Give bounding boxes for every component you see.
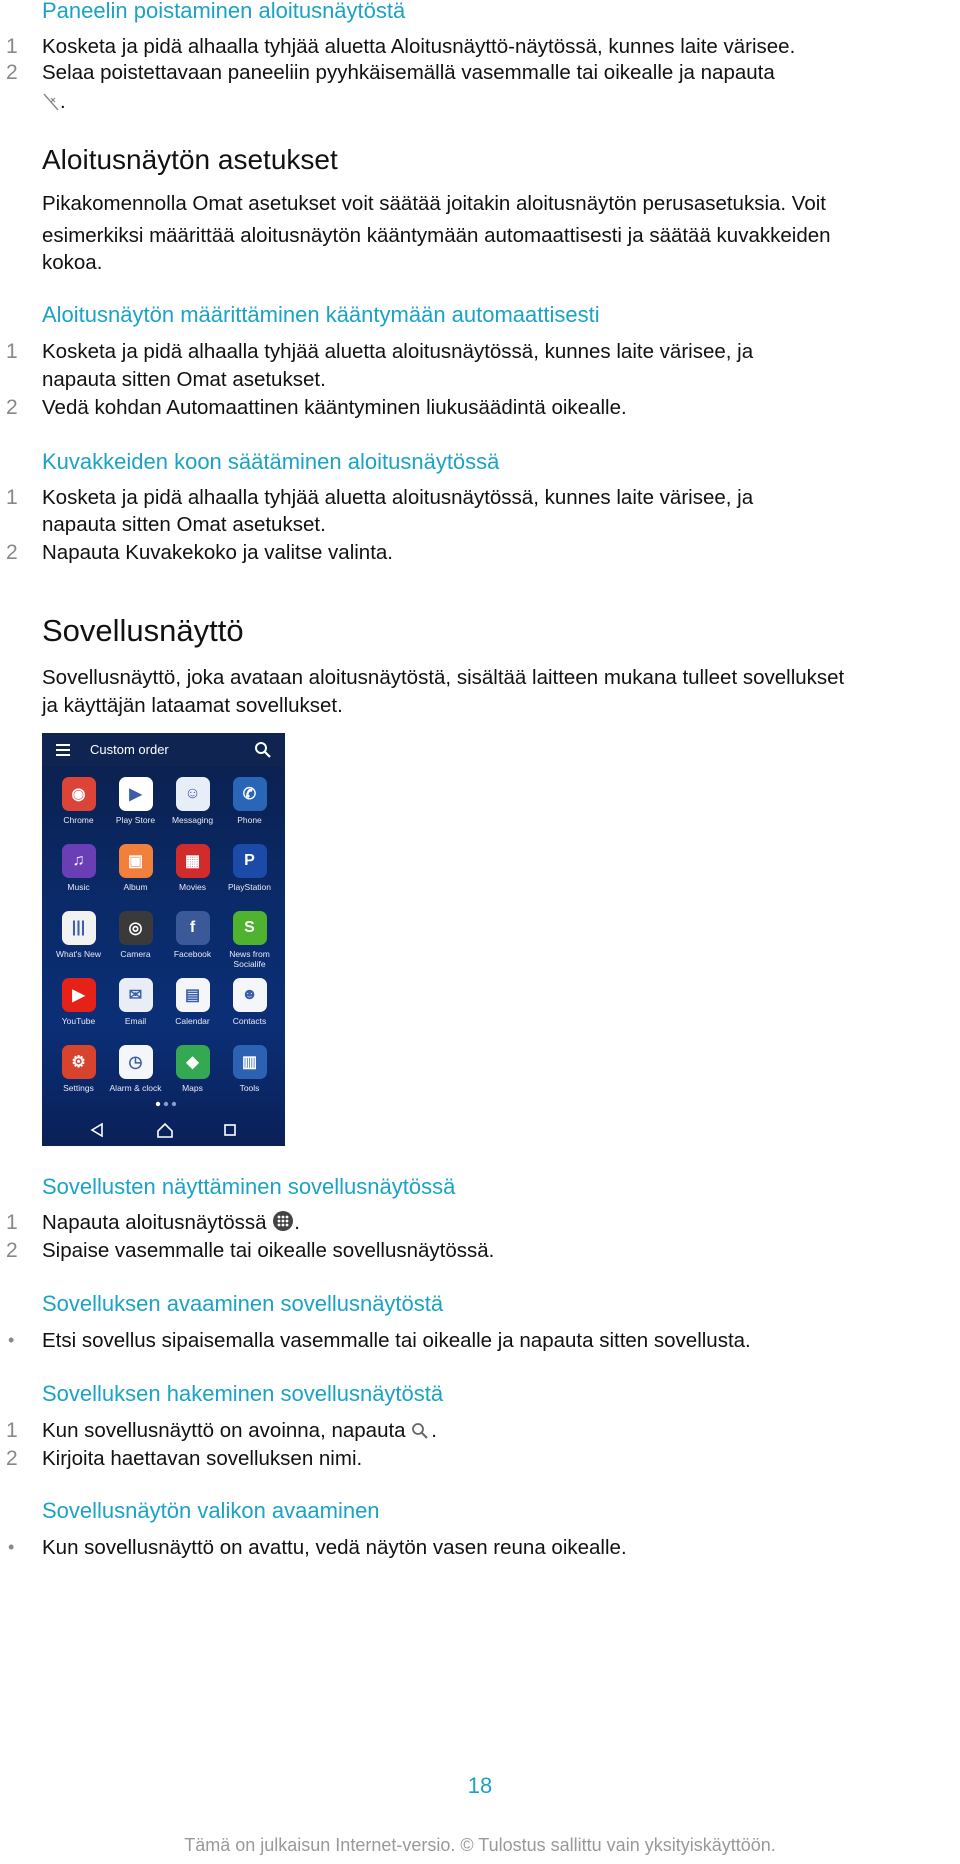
section-heading-remove-panel: Paneelin poistaminen aloitusnäytöstä [42, 0, 406, 23]
text: Kun sovellusnäyttö on avoinna, napauta [42, 1419, 412, 1442]
section-heading-open-app: Sovelluksen avaaminen sovellusnäytöstä [42, 1291, 444, 1316]
ui-term: Kuvakekoko [125, 541, 237, 564]
app-icon: ◆ [176, 1045, 210, 1079]
app-label: Email [124, 1016, 147, 1026]
app-label: Alarm & clock [109, 1083, 162, 1093]
step-text [42, 539, 954, 567]
text: voit säätää joitakin aloitusnäytön perusasetuksia. Voit [335, 192, 827, 215]
text: napauta sitten [42, 513, 177, 536]
app-label: What's New [55, 949, 102, 959]
app-label: Play Store [115, 815, 156, 825]
ui-term: Omat asetukset [176, 513, 321, 536]
step-number: 1 [6, 340, 18, 363]
step-text [42, 1209, 954, 1237]
app-icon: ✆ [233, 777, 267, 811]
step-text: Kirjoita haettavan sovelluksen nimi. [42, 1447, 363, 1470]
section-heading-app-screen: Sovellusnäyttö [42, 613, 244, 648]
recents-icon [225, 1125, 235, 1135]
ui-term: Omat asetukset [192, 192, 336, 215]
page-number: 18 [467, 1773, 493, 1798]
app-tile [221, 978, 278, 1044]
step-number: 1 [6, 1211, 18, 1234]
section-heading-home-settings: Aloitusnäytön asetukset [42, 144, 338, 175]
text: napauta sitten [42, 368, 177, 391]
app-tile [107, 844, 164, 910]
app-label: Album [123, 882, 148, 892]
app-icon: ☻ [233, 978, 267, 1012]
step-number: 1 [6, 1419, 18, 1442]
section-heading-show-apps: Sovellusten näyttäminen sovellusnäytössä [42, 1174, 456, 1199]
app-icon: ▦ [176, 844, 210, 878]
step-text: Kun sovellusnäyttö on avattu, vedä näytön vasen reuna oikealle. [42, 1536, 627, 1559]
paragraph-line: kokoa. [42, 251, 103, 274]
app-label: Chrome [63, 815, 94, 825]
app-screen-icon [272, 1210, 294, 1232]
app-icon: ▶ [62, 978, 96, 1012]
back-icon [92, 1124, 102, 1136]
app-tile [221, 1045, 278, 1111]
app-icon: ||| [62, 911, 96, 945]
step-number: 2 [6, 1447, 18, 1470]
text: . [320, 513, 326, 536]
step-number: 2 [6, 1239, 18, 1262]
page-dots [154, 1101, 178, 1107]
ui-term: Omat asetukset [176, 368, 321, 391]
text: . [431, 1419, 437, 1442]
app-tile [164, 978, 221, 1044]
app-label: Phone [237, 815, 262, 825]
app-label: Camera [120, 949, 151, 959]
app-tile [221, 844, 278, 910]
app-tile [164, 777, 221, 843]
step-number: 2 [6, 61, 18, 84]
text: . [294, 1211, 300, 1234]
step-text: Selaa poistettavaan paneeliin pyyhkäisemällä vasemmalle tai oikealle ja napauta [42, 61, 775, 84]
phone-nav-bar [42, 1115, 285, 1146]
app-tile [50, 1045, 107, 1111]
step-text: Etsi sovellus sipaisemalla vasemmalle tai oikealle ja napauta sitten sovellusta. [42, 1329, 751, 1352]
step-text: Kosketa ja pidä alhaalla tyhjää aluetta aloitusnäytössä, kunnes laite värisee, ja [42, 340, 754, 363]
search-icon [254, 741, 272, 759]
app-tile [107, 777, 164, 843]
app-icon: ▤ [176, 978, 210, 1012]
app-icon: ▶ [119, 777, 153, 811]
step-text [42, 511, 954, 539]
text: liukusäädintä oikealle. [420, 396, 627, 419]
step-number: 2 [6, 541, 18, 564]
app-icon: ☺ [176, 777, 210, 811]
app-label: Tools [239, 1083, 260, 1093]
step-text [42, 366, 954, 394]
app-icon: ⚙ [62, 1045, 96, 1079]
paragraph-line: Sovellusnäyttö, joka avataan aloitusnäytöstä, sisältää laitteen mukana tulleet sovellukset [42, 666, 845, 689]
app-label: Contacts [232, 1016, 267, 1026]
app-label: Movies [179, 882, 206, 892]
text: Pikakomennolla [42, 192, 193, 215]
section-heading-search-app: Sovelluksen hakeminen sovellusnäytöstä [42, 1381, 444, 1406]
section-heading-icon-size: Kuvakkeiden koon säätäminen aloitusnäytössä [42, 449, 500, 474]
app-label: PlayStation [228, 882, 271, 892]
app-icon: ▥ [233, 1045, 267, 1079]
text: . [320, 368, 326, 391]
app-label: YouTube [61, 1016, 96, 1026]
menu-icon [56, 744, 72, 756]
app-icon: ◷ [119, 1045, 153, 1079]
text: Napauta [42, 541, 126, 564]
app-icon: S [233, 911, 267, 945]
bullet: • [8, 1330, 15, 1350]
section-heading-auto-rotate: Aloitusnäytön määrittäminen kääntymään automaattisesti [42, 302, 600, 327]
app-icon: f [176, 911, 210, 945]
app-icon: P [233, 844, 267, 878]
remove-panel-icon [42, 92, 60, 112]
app-icon: ◎ [119, 911, 153, 945]
step-number: 1 [6, 486, 18, 509]
app-tile [50, 978, 107, 1044]
search-icon [411, 1422, 431, 1440]
home-icon [158, 1124, 172, 1137]
section-heading-app-menu: Sovellusnäytön valikon avaaminen [42, 1498, 380, 1523]
step-number: 1 [6, 35, 18, 58]
step-text: Kosketa ja pidä alhaalla tyhjää aluetta aloitusnäytössä, kunnes laite värisee, ja [42, 486, 754, 509]
app-label: News from Socialife [229, 949, 270, 969]
app-icon: ▣ [119, 844, 153, 878]
app-tile [164, 911, 221, 977]
text: ja valitse valinta. [236, 541, 393, 564]
app-label: Messaging [171, 815, 214, 825]
app-label: Facebook [173, 949, 212, 959]
app-tile [164, 844, 221, 910]
text: Vedä kohdan [42, 396, 167, 419]
app-tile [50, 777, 107, 843]
paragraph-line: ja käyttäjän lataamat sovellukset. [42, 694, 343, 717]
app-screen-screenshot [42, 733, 285, 1146]
period: . [60, 90, 66, 113]
bullet: • [8, 1537, 15, 1557]
step-text: Kosketa ja pidä alhaalla tyhjää aluetta Aloitusnäyttö-näytössä, kunnes laite värisee. [42, 35, 796, 58]
app-tile [50, 844, 107, 910]
step-number: 2 [6, 396, 18, 419]
paragraph-line [42, 190, 954, 218]
phone-title: Custom order [90, 742, 169, 757]
remove-panel-line [42, 90, 82, 116]
ui-term: Automaattinen kääntyminen [166, 396, 421, 419]
app-tile [107, 978, 164, 1044]
app-label: Calendar [175, 1016, 210, 1026]
app-tile [107, 911, 164, 977]
footer-note: Tämä on julkaisun Internet-versio. © Tulostus sallittu vain yksityiskäyttöön. [184, 1835, 776, 1855]
step-text [42, 1417, 954, 1445]
app-label: Music [67, 882, 90, 892]
app-tile [50, 911, 107, 977]
step-text: Sipaise vasemmalle tai oikealle sovellusnäytössä. [42, 1239, 495, 1262]
app-tile [221, 777, 278, 843]
app-label: Maps [182, 1083, 203, 1093]
app-label: Settings [63, 1083, 94, 1093]
text: Napauta aloitusnäytössä [42, 1211, 273, 1234]
step-text [42, 394, 954, 422]
app-tile [221, 911, 278, 977]
app-icon: ♫ [62, 844, 96, 878]
app-icon: ◉ [62, 777, 96, 811]
paragraph-line: esimerkiksi määrittää aloitusnäytön kääntymään automaattisesti ja säätää kuvakkeiden [42, 224, 831, 247]
app-icon: ✉ [119, 978, 153, 1012]
